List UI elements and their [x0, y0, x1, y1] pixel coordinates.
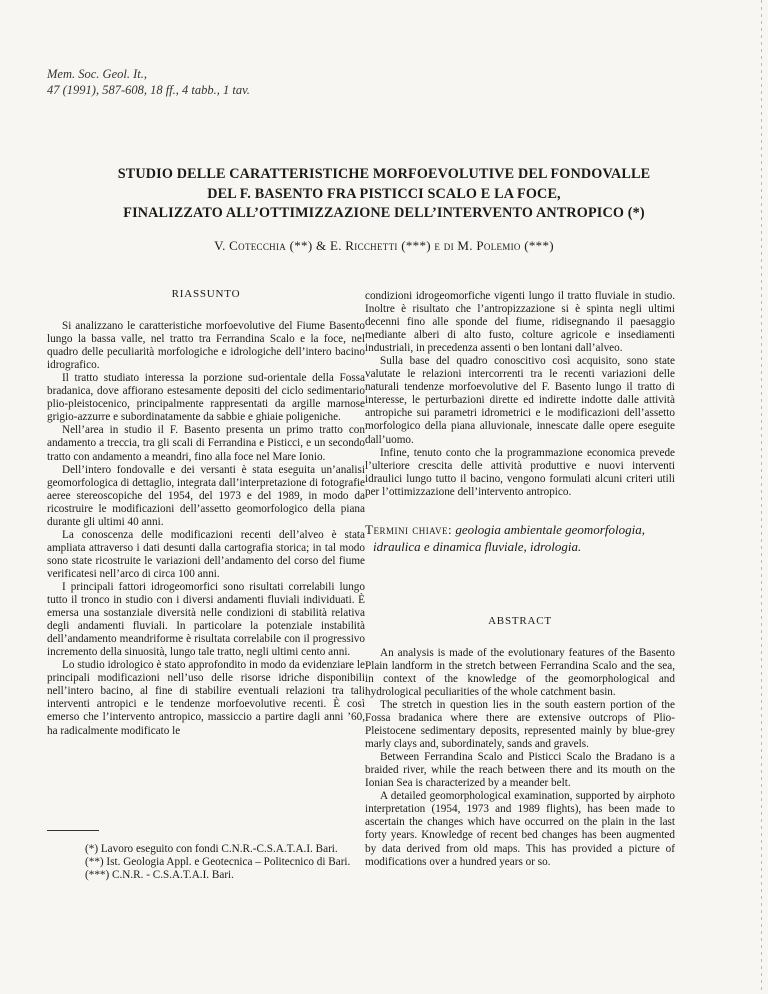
riassunto-continuation: condizioni idrogeomorfiche vigenti lungo il tratto fluviale in studio. Inoltre è risultato che l’antropizzazione si è spinta negli ultimi decenni fino alle sponde del fiume, ridisegnando il paesaggio mediante alberi di alto fusto, colture agricole e insediamenti industriali, in precedenza assenti o ben lontani dall’alveo. — [365, 290, 675, 355]
footnote: (*) Lavoro eseguito con fondi C.N.R.-C.S.A.T.A.I. Bari. — [85, 843, 338, 855]
author-list: V. Cotecchia (**) & E. Ricchetti (***) e di M. Polemio (***) — [214, 238, 554, 253]
riassunto-paragraph: Si analizzano le caratteristiche morfoevolutive del Fiume Basento lungo la bassa valle, nel tratto tra Ferrandina Scalo e la foce, nel quadro delle peculiarità morfologiche e idrologiche dell’intero bacino idrografico. — [47, 320, 365, 372]
riassunto-paragraph: I principali fattori idrogeomorfici sono risultati correlabili lungo tutto il tronco in studio con i diversi andamenti fluviali individuati. È emersa una sostanziale diversità nelle condizioni di stabilità relativa degli andamenti fluviali. In particolare la potenziale instabilità dell’andamento meandriforme è risultata correlabile con il progressivo incremento della sinuosità, lungo tale tratto, negli ultimi cento anni. — [47, 580, 365, 659]
footnote: (***) C.N.R. - C.S.A.T.A.I. Bari. — [85, 869, 234, 882]
riassunto-paragraph: La conoscenza delle modificazioni recenti dell’alveo è stata ampliata attraverso i dati desunti dalla cartografia storica; in tal modo sono state ricostruite le variazioni dell’andamento del corso del fiume verificatesi nell’arco di circa 100 anni. — [47, 528, 365, 580]
riassunto-paragraph: Nell’area in studio il F. Basento presenta un primo tratto con andamento a treccia, tra gli scali di Ferrandina e Pisticci, e un secondo tratto con andamento a meandri, fino alla foce nel Mare Ionio. — [47, 424, 365, 463]
abstract-paragraph: The stretch in question lies in the south eastern portion of the Fossa bradanica where there are extensive outcrops of Plio-Pleistocene sedimentary deposits, represented mainly by blue-grey marly clays and, subordinately, sands and gravels. — [365, 698, 675, 751]
footnotes — [47, 830, 365, 883]
riassunto-paragraph: Sulla base del quadro conoscitivo così acquisito, sono state valutate le relazioni intercorrenti tra le recenti variazioni delle naturali tendenze morfoevolutive del F. Basento lungo il tratto di interesse, le perturbazioni dirette ed indirette indotte dalle attività antropiche sui parametri idrometrici e le modificazioni dell’assetto morfologico della piana alluvionale, innescate dalle opere eseguite dall’uomo. — [365, 355, 675, 446]
journal-citation — [47, 66, 250, 98]
abstract-paragraph: Between Ferrandina Scalo and Pisticci Scalo the Bradano is a braided river, while the reach between there and its mouth on the Ionian Sea is characterized by a meander belt. — [365, 751, 675, 790]
citation-line-1: Mem. Soc. Geol. It., — [47, 67, 147, 81]
riassunto-paragraph: Infine, tenuto conto che la programmazione economica prevede l’ulteriore crescita delle attività produttive e nuovi interventi idraulici lungo tutto il bacino, vengono formulati alcuni criteri utili per l’ottimizzazione dell’intervento antropico. — [365, 446, 675, 498]
title-line-2: DEL F. BASENTO FRA PISTICCI SCALO E LA FOCE, — [207, 185, 561, 202]
riassunto-paragraph: Il tratto studiato interessa la porzione sud-orientale della Fossa bradanica, dove affiorano estesamente depositi del ciclo sedimentario plio-pleistocenico, principalmente rappresentati da argille marnose grigio-azzurre e subordinatamente da sabbie e ghiaie poligeniche. — [47, 372, 365, 424]
keywords-text: geologia ambientale geomorfologia, idraulica e dinamica fluviale, idrologia. — [373, 521, 645, 554]
footnote-rule — [47, 830, 99, 831]
title-line-3: FINALIZZATO ALL’OTTIMIZZAZIONE DELL’INTERVENTO ANTROPICO (*) — [123, 205, 645, 221]
keywords — [365, 521, 675, 555]
riassunto-heading: RIASSUNTO — [171, 288, 241, 300]
footnote: (**) Ist. Geologia Appl. e Geotecnica – Politecnico di Bari. — [85, 856, 351, 869]
abstract-heading: ABSTRACT — [488, 614, 552, 627]
abstract-paragraph: An analysis is made of the evolutionary features of the Basento Plain landform in the stretch between Ferrandina Scalo and the sea, in context of the knowledge of the geomorphological and hydrological peculiarities of the whole catchment basin. — [365, 646, 675, 698]
page-edge-line — [761, 0, 762, 994]
paper-title — [40, 165, 728, 224]
riassunto-paragraph: Dell’intero fondovalle e dei versanti è stata eseguita un’analisi geomorfologica di dettaglio, integrata dall’interpretazione di fotografie aeree stereoscopiche del 1954, del 1973 e del 1989, in modo da ricostruire le modificazioni dell’assetto geomorfologico della piana durante gli ultimi 40 anni. — [47, 463, 365, 528]
keywords-label: Termini chiave: — [365, 521, 453, 537]
right-column — [365, 290, 675, 869]
title-line-1: STUDIO DELLE CARATTERISTICHE MORFOEVOLUTIVE DEL FONDOVALLE — [117, 166, 651, 182]
left-column — [47, 288, 365, 738]
abstract-paragraph: A detailed geomorphological examination, supported by airphoto interpretation (1954, 1973 and 1989 flights), has been made to ascertain the changes which have occurred on the plain in the last forty years. Knowledge of recent bed changes has been augmented by data derived from old maps. This has provided a picture of modifications over a hundred years or so. — [365, 790, 675, 868]
citation-line-2: 47 (1991), 587-608, 18 ff., 4 tabb., 1 tav. — [47, 83, 250, 97]
riassunto-paragraph: Lo studio idrologico è stato approfondito in modo da evidenziare le principali modificazioni nell’uso delle risorse idriche disponibili nell’intero bacino, al fine di stabilire eventuali relazioni tra tali interventi antropici e le tendenze morfoevolutive recenti. È così emerso che l’intervento antropico, massiccio a partire dagli anni ’60, ha radicalmente modificato le — [47, 659, 365, 737]
